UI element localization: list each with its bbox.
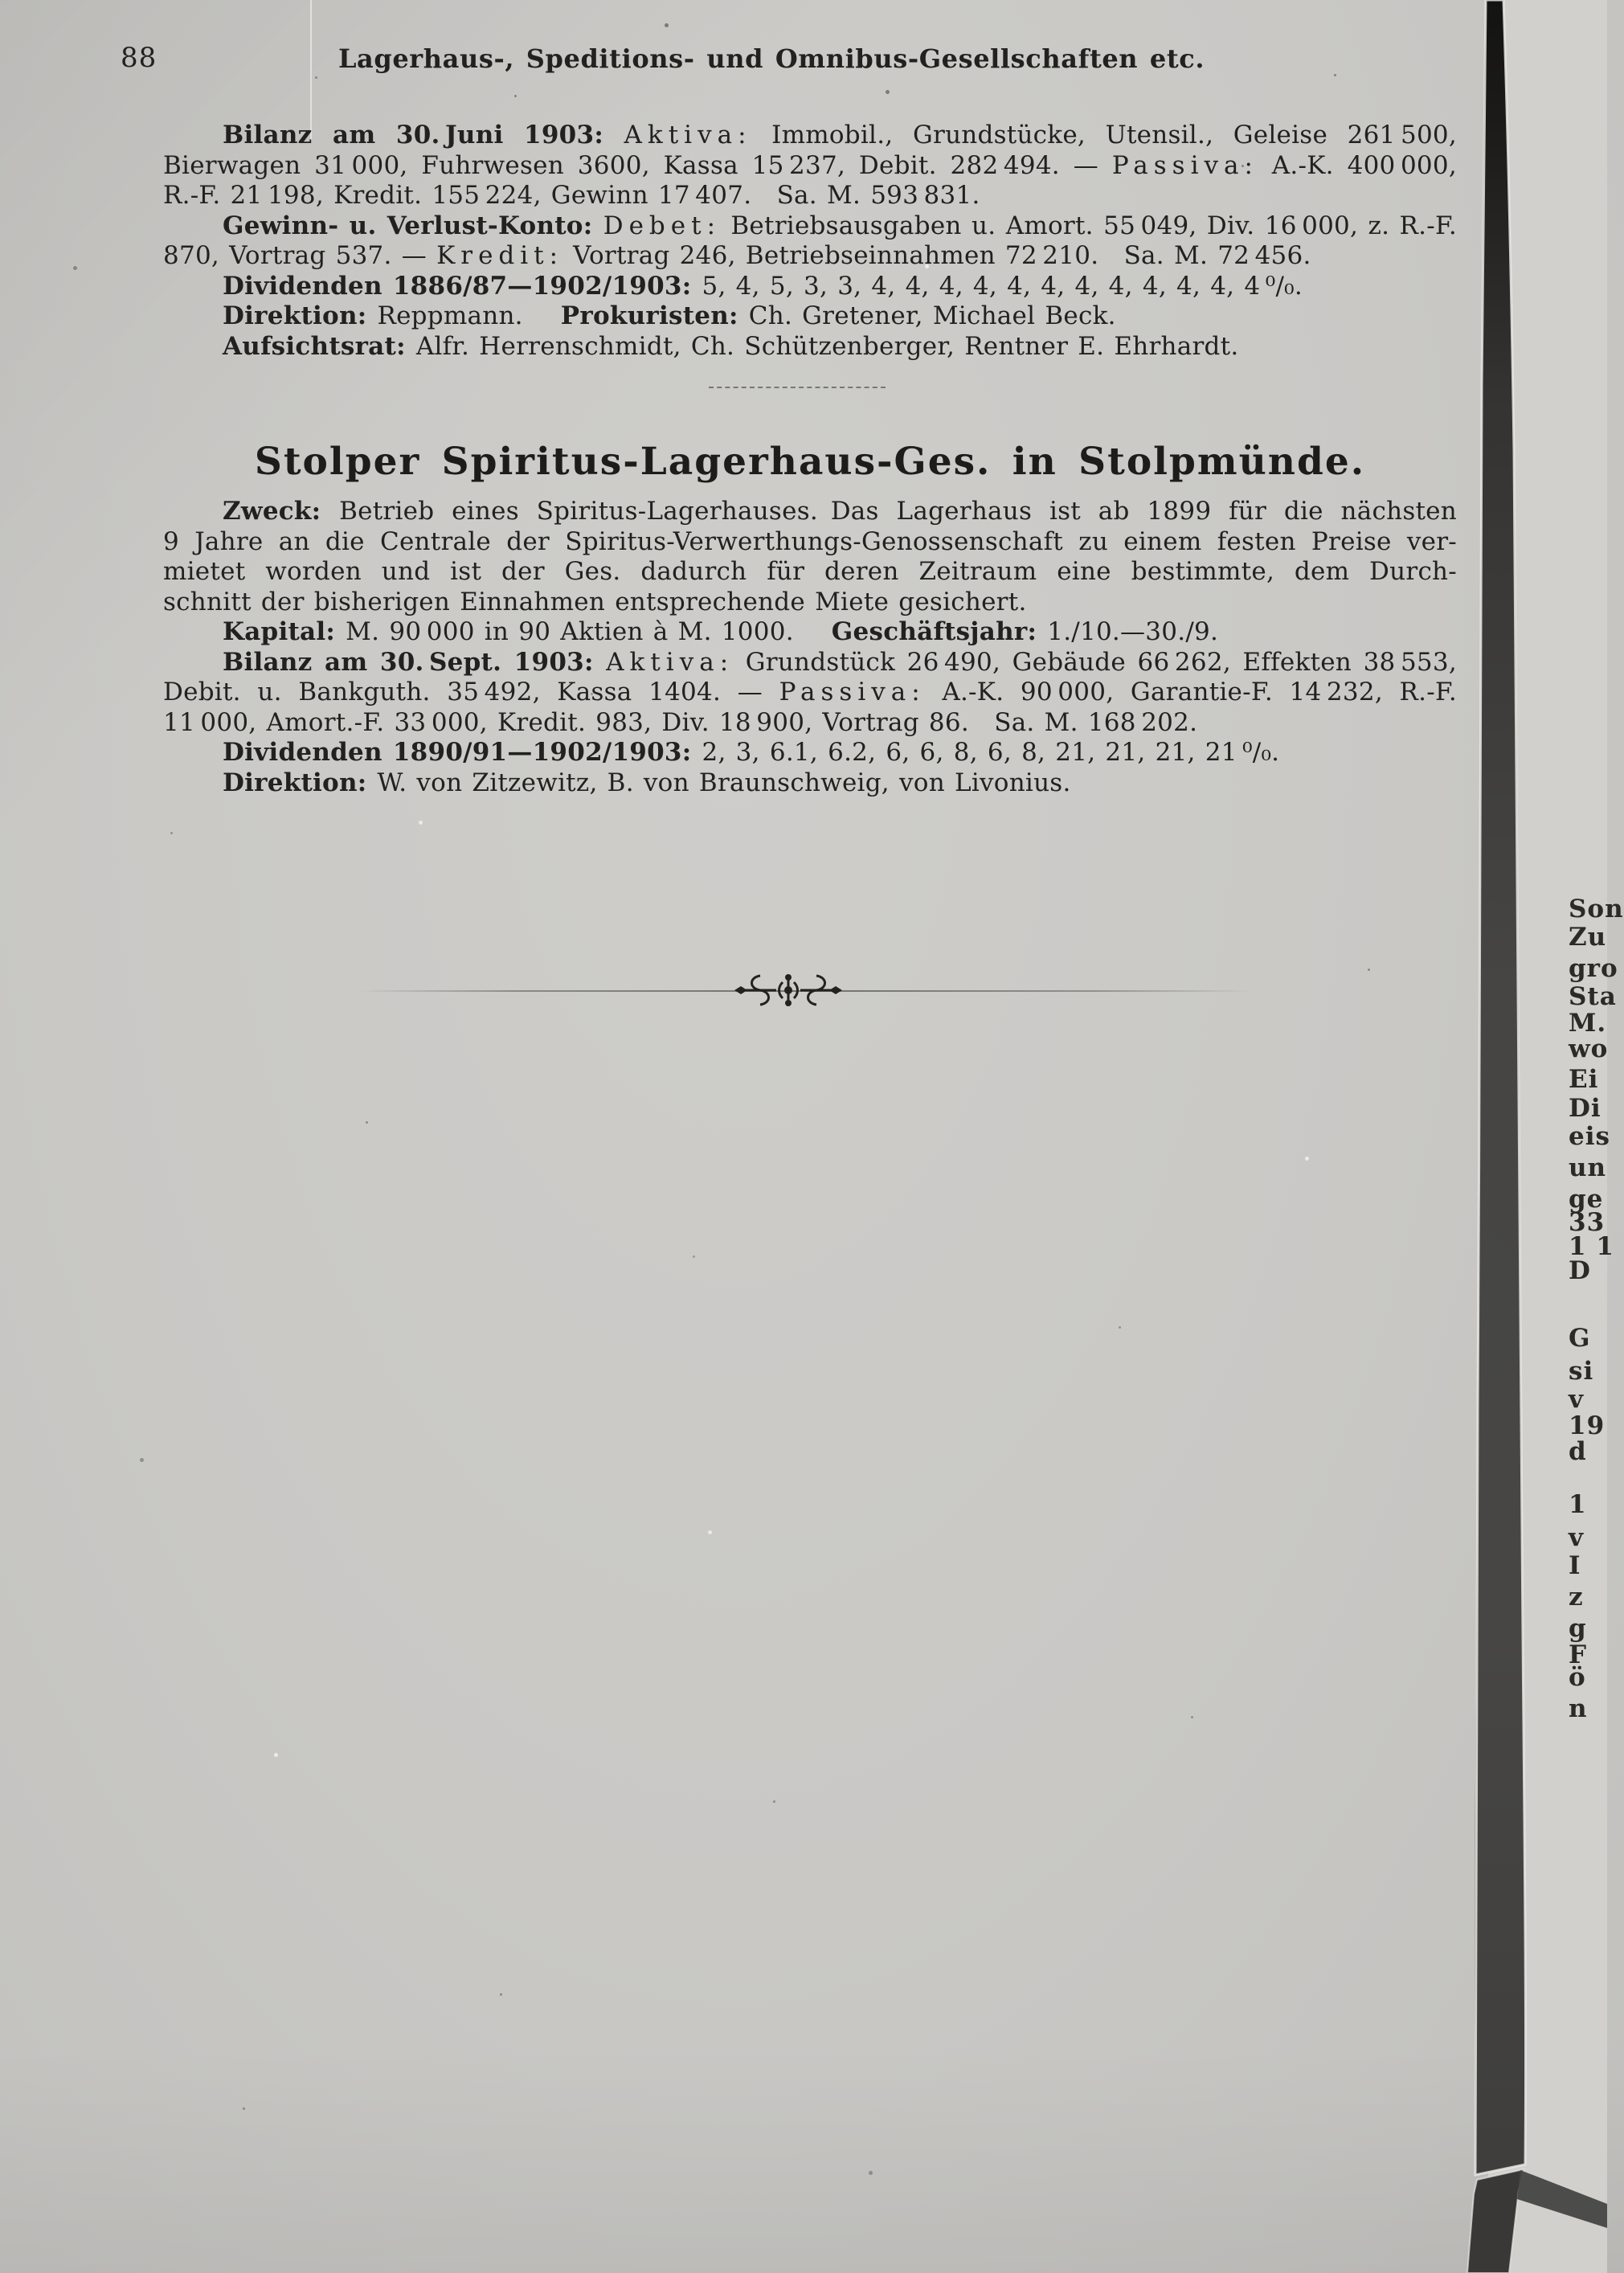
adjacent-page-text-fragment: si <box>1569 1357 1594 1386</box>
adjacent-page-text-fragment: 1 1 <box>1569 1232 1614 1261</box>
text-line <box>163 588 1457 618</box>
bold-label: Aufsichtsrat: <box>223 331 416 361</box>
text-line <box>163 527 1457 558</box>
bold-label: Zweck: <box>223 497 340 526</box>
text-segment: Reppmann. <box>377 301 561 330</box>
text-segment: 2, 3, 6.1, 6.2, 6, 6, 8, 6, 8, 21, 21, 21, 21 ⁰/₀. <box>702 738 1280 767</box>
bold-label: Dividenden 1890/91—1902/1903: <box>223 738 702 767</box>
text-segment: Grundstück 26 490, Gebäude 66 262, Effekten 38 553, <box>734 647 1457 677</box>
adjacent-page-text-fragment: eis <box>1569 1122 1610 1151</box>
adjacent-page-text-fragment: G <box>1569 1324 1591 1353</box>
adjacent-page-text-fragment: gro <box>1569 954 1618 983</box>
text-segment: Ch. Gretener, Michael Beck. <box>748 301 1116 330</box>
text-segment: Passiva: <box>1111 150 1258 180</box>
adjacent-page-text-fragment: Zu <box>1569 923 1607 952</box>
bold-label: Dividenden 1886/87—1902/1903: <box>223 271 702 301</box>
text-line <box>163 181 1457 211</box>
text-line <box>163 708 1457 739</box>
adjacent-page-text-fragment: z <box>1569 1583 1584 1612</box>
adjacent-page-text-fragment: v <box>1569 1385 1585 1414</box>
page-header <box>0 42 1607 77</box>
bold-label: Bilanz am 30. Sept. 1903: <box>223 647 607 677</box>
fleuron-ornament-icon <box>730 969 847 1011</box>
adjacent-page-text-fragment: d <box>1569 1437 1587 1466</box>
adjacent-page-text-fragment: M. <box>1569 1009 1607 1038</box>
adjacent-page-text-fragment: 1 <box>1569 1490 1587 1519</box>
adjacent-page-text-fragment: F <box>1569 1640 1588 1669</box>
bold-label: Kapital: <box>223 617 346 646</box>
adjacent-page-text-fragment: ge <box>1569 1185 1604 1214</box>
text-segment: R.-F. 21 198, Kredit. 155 224, Gewinn 17 407. Sa. M. 593 831. <box>163 181 980 210</box>
page-number: 88 <box>121 42 157 74</box>
text-line <box>163 738 1457 768</box>
bold-label: Prokuristen: <box>560 301 749 330</box>
bold-label: Geschäftsjahr: <box>831 617 1048 646</box>
adjacent-page-text-fragment: ö <box>1569 1663 1586 1692</box>
company-entry-1 <box>163 121 1457 362</box>
adjacent-page-text-fragment: Sta <box>1569 982 1617 1011</box>
text-segment: Passiva: <box>779 678 926 706</box>
adjacent-page-text-fragment: Son <box>1569 895 1624 924</box>
text-line <box>163 241 1457 272</box>
text-line <box>163 151 1457 182</box>
running-header-title: Lagerhaus-, Speditions- und Omnibus-Gesellschaften etc. <box>337 43 1205 74</box>
adjacent-page-text-fragment: 33 <box>1569 1208 1606 1237</box>
text-line <box>163 678 1457 708</box>
text-line <box>163 768 1457 799</box>
text-segment: Betrieb eines Spiritus-Lagerhauses. Das Lagerhaus ist ab 1899 für die nächsten <box>339 497 1457 526</box>
bold-label: Direktion: <box>223 301 378 330</box>
text-segment: mietet worden und ist der Ges. dadurch für deren Zeitraum eine bestimmte, dem Durch- <box>163 557 1457 586</box>
bold-label: Gewinn- u. Verlust-Konto: <box>223 211 603 240</box>
text-segment: Aktiva: <box>606 647 734 677</box>
adjacent-page-text-fragment: v <box>1569 1523 1585 1552</box>
adjacent-page-text-fragment: Ei <box>1569 1065 1599 1094</box>
text-line <box>163 617 1457 648</box>
text-line <box>163 272 1457 302</box>
text-segment: A.-K. 90 000, Garantie-F. 14 232, R.-F. <box>925 678 1458 706</box>
text-segment: 11 000, Amort.-F. 33 000, Kredit. 983, Div. 18 900, Vortrag 86. Sa. M. 168 202. <box>163 707 1198 737</box>
text-segment: Debet: <box>603 211 722 240</box>
text-segment: Betriebsausgaben u. Amort. 55 049, Div. 16 000, z. R.-F. <box>721 211 1458 240</box>
adjacent-page-text-fragment: 19 <box>1569 1411 1606 1440</box>
text-segment: W. von Zitzewitz, B. von Braunschweig, von Livonius. <box>377 768 1071 797</box>
company-entry-2 <box>163 497 1457 798</box>
text-segment: M. 90 000 in 90 Aktien à M. 1000. <box>346 617 832 646</box>
text-line <box>163 497 1457 527</box>
adjacent-page-text-fragment: I <box>1569 1551 1581 1580</box>
text-segment: Alfr. Herrenschmidt, Ch. Schützenberger, Rentner E. Ehrhardt. <box>415 331 1239 361</box>
text-segment: 5, 4, 5, 3, 3, 4, 4, 4, 4, 4, 4, 4, 4, 4, 4, 4, 4 ⁰/₀. <box>702 271 1303 301</box>
text-segment: A.-K. 400 000, <box>1258 150 1457 180</box>
bold-label: Bilanz am 30. Juni 1903: <box>223 121 624 149</box>
text-segment: 9 Jahre an die Centrale der Spiritus-Verwerthungs-Genossenschaft zu einem festen Preise ver- <box>163 526 1457 556</box>
entry-divider-rule <box>709 387 886 388</box>
text-segment: Bierwagen 31 000, Fuhrwesen 3600, Kassa 15 237, Debit. 282 494. — <box>163 150 1112 180</box>
adjacent-page-text-fragment: n <box>1569 1694 1588 1723</box>
adjacent-page-text-fragment: g <box>1569 1614 1587 1643</box>
bold-label: Direktion: <box>223 768 378 797</box>
text-segment: Immobil., Grundstücke, Utensil., Geleise 261 500, <box>751 121 1457 149</box>
text-line <box>163 332 1457 362</box>
paper-fold-line <box>310 0 312 141</box>
adjacent-page-text-fragment: wo <box>1569 1034 1609 1063</box>
text-line <box>163 557 1457 588</box>
text-line <box>163 648 1457 678</box>
book-gutter-shadow <box>1438 0 1607 2273</box>
text-line <box>163 211 1457 242</box>
text-segment: Kredit: <box>436 241 564 270</box>
company-title: Stolper Spiritus-Lagerhaus-Ges. in Stolpmünde. <box>254 440 1366 484</box>
adjacent-page-text-fragment: Di <box>1569 1094 1602 1123</box>
adjacent-page-text-fragment: D <box>1569 1256 1591 1285</box>
text-segment: 1./10.—30./9. <box>1047 617 1219 646</box>
paper-speckles <box>0 0 2 2</box>
text-segment: Vortrag 246, Betriebseinnahmen 72 210. Sa. M. 72 456. <box>563 241 1311 270</box>
adjacent-page-text-fragment: un <box>1569 1153 1607 1182</box>
text-segment: schnitt der bisherigen Einnahmen entsprechende Miete gesichert. <box>163 587 1027 616</box>
text-segment: Aktiva: <box>624 121 752 149</box>
text-line <box>163 121 1457 151</box>
text-line <box>163 301 1457 332</box>
text-segment: 870, Vortrag 537. — <box>163 241 437 270</box>
text-segment: Debit. u. Bankguth. 35 492, Kassa 1404. — <box>163 678 779 706</box>
